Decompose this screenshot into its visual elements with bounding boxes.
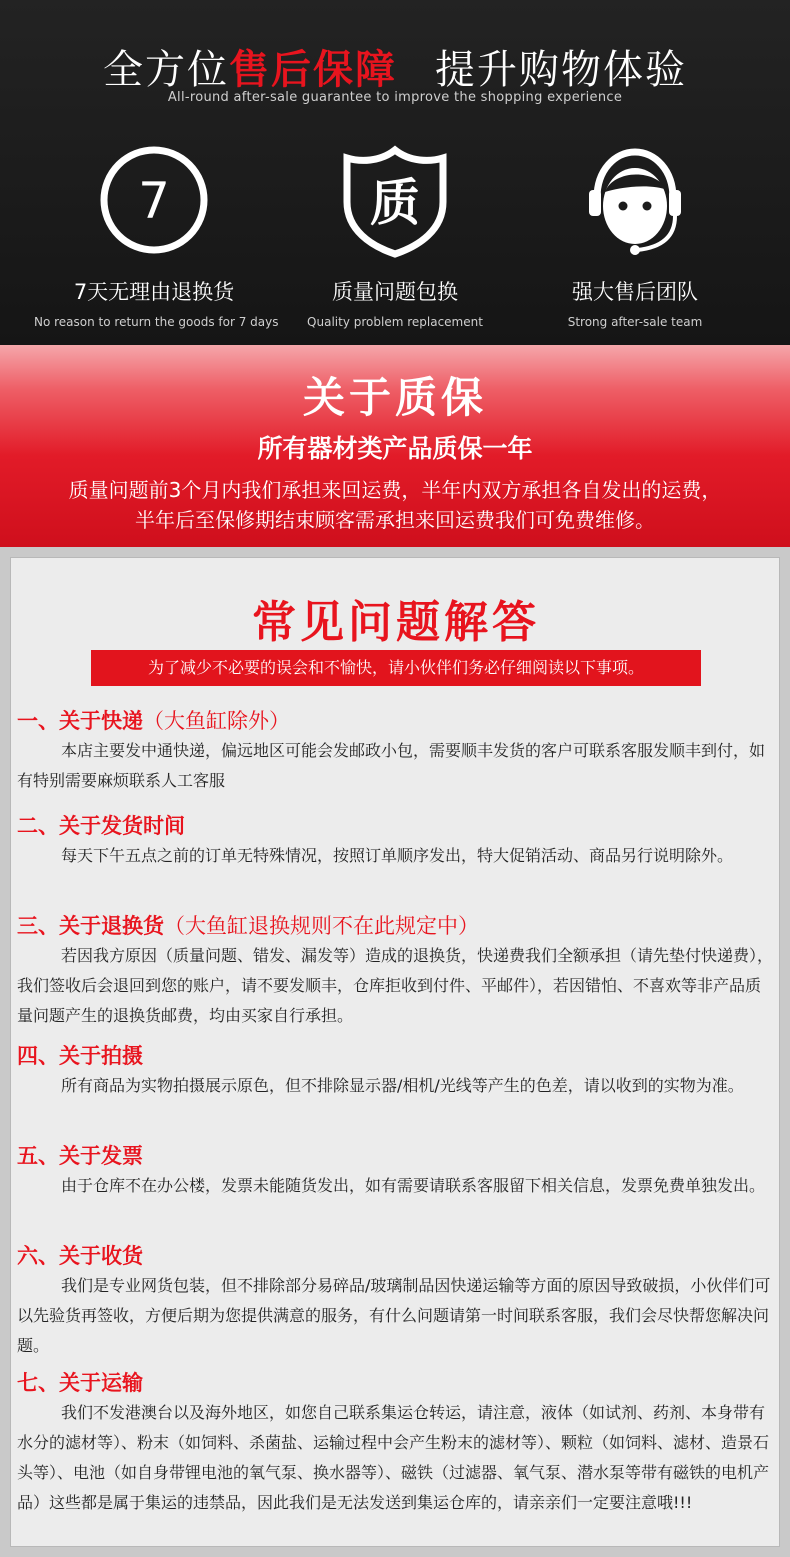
feature-subtitle: Quality problem replacement: [307, 315, 483, 329]
faq-item-returns: [17, 911, 775, 1031]
feature-subtitle: Strong after-sale team: [567, 315, 703, 329]
feature-subtitle: No reason to return the goods for 7 days: [34, 315, 279, 329]
faq-item-body: 每天下午五点之前的订单无特殊情况，按照订单顺序发出，特大促销活动、商品另行说明除外。: [61, 846, 734, 865]
faq-item-body: 由于仓库不在办公楼，发票未能随货发出，如有需要请联系客服留下相关信息，发票免费单独发出。: [61, 1176, 766, 1195]
title-part2: 提升购物体验: [435, 47, 687, 93]
warranty-title: 关于质保: [302, 373, 487, 422]
page-subtitle: All-round after-sale guarantee to improve the shopping experience: [167, 90, 623, 105]
feature-after-sale-team: [515, 140, 755, 329]
faq-item-receiving: [17, 1241, 775, 1361]
feature-title: 强大售后团队: [572, 280, 698, 304]
faq-notice-banner: 为了减少不必要的误会和不愉快，请小伙伴们务必仔细阅读以下事项。: [91, 650, 701, 686]
svg-text:7: 7: [138, 172, 170, 230]
warranty-line-1: 质量问题前3个月内我们承担来回运费，半年内双方承担各自发出的运费，: [68, 478, 722, 502]
faq-title: 常见问题解答: [252, 597, 540, 648]
faq-section: [0, 547, 790, 1557]
title-highlight: 售后保障: [229, 47, 397, 93]
faq-panel: [10, 557, 780, 1547]
faq-item-body: 我们是专业网货包装，但不排除部分易碎品/玻璃制品因快递运输等方面的原因导致破损，小伙伴们可以先验货再签收，方便后期为您提供满意的服务，有什么问题请第一时间联系客服，我们会尽快帮您解决问题。: [17, 1276, 771, 1355]
seven-days-icon: [94, 140, 214, 260]
feature-quality-replacement: [275, 140, 515, 329]
faq-item-heading: 四、关于拍摄: [17, 1044, 143, 1068]
faq-item-heading: 一、关于快递（大鱼缸除外）: [17, 709, 290, 733]
faq-item-express: [17, 706, 775, 796]
faq-item-heading: 七、关于运输: [17, 1371, 143, 1395]
faq-item-shipping-time: [17, 811, 775, 871]
feature-seven-day-return: [34, 140, 279, 329]
svg-text:质: 质: [370, 174, 420, 232]
warranty-subtitle: 所有器材类产品质保一年: [257, 434, 533, 463]
after-sale-header: [0, 0, 790, 345]
warranty-description: [0, 475, 790, 535]
faq-item-body: 所有商品为实物拍摄展示原色，但不排除显示器/相机/光线等产生的色差，请以收到的实物为准。: [61, 1076, 744, 1095]
faq-item-body: 本店主要发中通快递，偏远地区可能会发邮政小包，需要顺丰发货的客户可联系客服发顺丰到付，如有特别需要麻烦联系人工客服: [17, 741, 766, 790]
feature-title: 质量问题包换: [332, 280, 458, 304]
faq-item-heading: 六、关于收货: [17, 1244, 143, 1268]
faq-item-transport: [17, 1368, 775, 1518]
faq-item-photography: [17, 1041, 775, 1101]
title-part1: 全方位: [103, 47, 229, 93]
quality-shield-icon: [335, 140, 455, 260]
faq-item-heading: 三、关于退换货（大鱼缸退换规则不在此规定中）: [17, 914, 479, 938]
faq-item-body: 若因我方原因（质量问题、错发、漏发等）造成的退换货，快递费我们全额承担（请先垫付快递费），我们签收后会退回到您的账户，请不要发顺丰，仓库拒收到付件、平邮件），若因错怕、不喜欢等非产品质量问题产生的退换货邮费，均由买家自行承担。: [17, 946, 774, 1025]
faq-item-heading: 五、关于发票: [17, 1144, 143, 1168]
faq-item-invoice: [17, 1141, 775, 1201]
warranty-banner: [0, 345, 790, 547]
customer-service-headset-icon: [575, 140, 695, 260]
page-title: [0, 38, 790, 95]
faq-item-heading: 二、关于发货时间: [17, 814, 185, 838]
faq-item-body: 我们不发港澳台以及海外地区，如您自己联系集运仓转运，请注意，液体（如试剂、药剂、本身带有水分的滤材等）、粉末（如饲料、杀菌盐、运输过程中会产生粉末的滤材等）、颗粒（如饲料、滤材、造景石头等）、电池（如自身带锂电池的氧气泵、换水器等）、磁铁（过滤器、氧气泵、潜水泵等带有磁铁的电机产品）这些都是属于集运的违禁品，因此我们是无法发送到集运仓库的，请亲亲们一定要注意哦!!!: [17, 1403, 770, 1512]
feature-title: 7天无理由退换货: [73, 280, 235, 304]
warranty-line-2: 半年后至保修期结束顾客需承担来回运费我们可免费维修。: [135, 508, 655, 532]
